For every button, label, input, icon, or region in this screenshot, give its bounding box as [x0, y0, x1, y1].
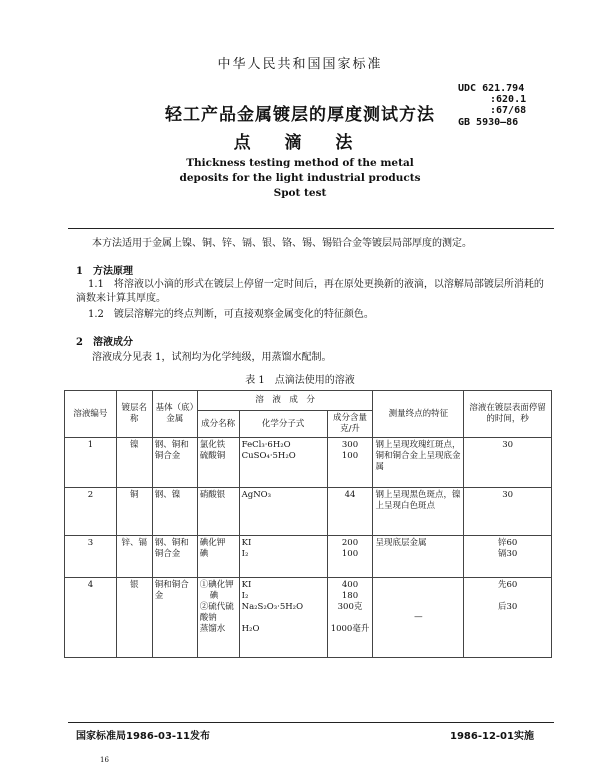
table-row: [65, 488, 552, 536]
cell-coating: 镍: [116, 438, 152, 488]
table-row: [65, 536, 552, 578]
content-value: 44: [344, 490, 356, 500]
effective-date: 1986-12-01实施: [450, 731, 534, 742]
country-standard-label: 中华人民共和国国家标准: [217, 57, 383, 72]
cell-base-metal: 钢、镍: [152, 488, 197, 536]
formula: AgNO₃: [241, 490, 272, 500]
udc-code: UDC 621.794: [458, 83, 525, 94]
footer-divider: [68, 722, 554, 723]
title-en-line-3: Spot test: [273, 187, 327, 199]
udc-code-line-2: :620.1: [490, 94, 527, 105]
cell-contents: [327, 488, 373, 536]
formula: I₂: [241, 549, 249, 559]
cell-endpoint: 呈现底层金属: [373, 536, 464, 578]
component-name: 硝酸银: [199, 490, 226, 500]
clause-1-2: 1.2 镀层溶解完的终点判断，可直接观察金属变化的特征颜色。: [88, 309, 374, 320]
cell-component-names: [197, 438, 239, 488]
cell-dwell-time: [464, 578, 552, 658]
title-en-line-2: deposits for the light industrial products: [179, 172, 421, 184]
dwell-time-value: 先60: [497, 580, 518, 590]
header-solution-composition: 溶 液 成 分: [197, 391, 373, 411]
header-dwell-time: 溶液在镀层表面停留的时间，秒: [464, 391, 552, 438]
cell-solution-no: 2: [65, 488, 117, 536]
header-base-metal: 基体（底）金属: [152, 391, 197, 438]
header-endpoint: 测量终点的特征: [373, 391, 464, 438]
section-1-title: 1 方法原理: [76, 266, 133, 277]
header-component-name: 成分名称: [197, 411, 239, 438]
content-value: 200: [341, 538, 359, 548]
component-name: 硫酸铜: [199, 451, 226, 461]
document-subtitle-cn: 点 滴 法: [233, 133, 367, 153]
cell-dwell-time: 30: [464, 488, 552, 536]
formula: KI: [241, 580, 252, 590]
header-divider: [68, 228, 554, 229]
cell-base-metal: 钢、铜和铜合金: [152, 438, 197, 488]
component-name: 碘化钾: [199, 538, 226, 548]
table-row: [65, 438, 552, 488]
component-name: 蒸馏水: [199, 624, 226, 634]
cell-coating: 银: [116, 578, 152, 658]
clause-1-1: 1.1 将溶液以小滴的形式在镀层上停留一定时间后，再在原处更换新的液滴，以溶解局部镀层所消耗的滴数来计算其厚度。: [76, 279, 544, 304]
document-title-en: [0, 156, 600, 201]
header-formula: 化学分子式: [239, 411, 327, 438]
table-row: [65, 578, 552, 658]
header-coating: 镀层名称: [116, 391, 152, 438]
content-value: 100: [341, 549, 359, 559]
header-content: 成分含量克/升: [327, 411, 373, 438]
issue-date: 国家标准局1986-03-11发布: [76, 731, 210, 742]
cell-contents: [327, 438, 373, 488]
formula: H₂O: [241, 624, 260, 634]
content-value: 400: [341, 580, 359, 590]
cell-solution-no: 1: [65, 438, 117, 488]
formula: I₂: [241, 591, 249, 601]
solution-table: [64, 390, 552, 658]
gb-code: GB 5930—86: [458, 117, 519, 128]
content-value: 180: [341, 591, 359, 601]
content-value: 100: [341, 451, 359, 461]
dwell-time-value: 锌60: [497, 538, 518, 548]
component-name: ①碘化钾: [199, 580, 234, 590]
component-name: 碘: [199, 549, 209, 559]
content-value: 1000毫升: [330, 624, 370, 634]
intro-paragraph: 本方法适用于金属上镍、铜、锌、镉、银、铬、锡、锡铅合金等镀层局部厚度的测定。: [92, 238, 472, 249]
component-name: 碘: [209, 591, 219, 601]
header-solution-no: 溶液编号: [65, 391, 117, 438]
udc-code-line-3: :67/68: [490, 105, 527, 116]
title-en-line-1: Thickness testing method of the metal: [186, 157, 414, 169]
component-name: 氯化铁: [199, 440, 226, 450]
cell-component-names: [197, 488, 239, 536]
content-value: 300: [341, 440, 359, 450]
table-caption: 表 1 点滴法使用的溶液: [245, 375, 355, 386]
dwell-time-value: 镉30: [497, 549, 518, 559]
cell-endpoint: —: [373, 578, 464, 658]
cell-solution-no: 4: [65, 578, 117, 658]
cell-component-names: [197, 578, 239, 658]
cell-contents: [327, 578, 373, 658]
component-name: ②硫代硫酸钠: [199, 602, 234, 623]
cell-formulas: [239, 536, 327, 578]
cell-formulas: [239, 488, 327, 536]
cell-solution-no: 3: [65, 536, 117, 578]
content-value: 300克: [337, 602, 363, 612]
cell-contents: [327, 536, 373, 578]
cell-base-metal: 钢、铜和铜合金: [152, 536, 197, 578]
document-title-cn: 轻工产品金属镀层的厚度测试方法: [165, 105, 435, 125]
cell-endpoint: 钢上呈现玫瑰红斑点，铜和铜合金上呈现底金属: [373, 438, 464, 488]
section-2-title: 2 溶液成分: [76, 337, 133, 348]
section-2-text: 溶液成分见表 1，试剂均为化学纯级，用蒸馏水配制。: [92, 352, 332, 363]
cell-base-metal: 铜和铜合金: [152, 578, 197, 658]
cell-formulas: [239, 438, 327, 488]
cell-formulas: [239, 578, 327, 658]
formula: FeCl₃·6H₂O: [241, 440, 291, 450]
cell-endpoint: 钢上呈现黑色斑点，镍上呈现白色斑点: [373, 488, 464, 536]
cell-coating: 铜: [116, 488, 152, 536]
cell-dwell-time: 30: [464, 438, 552, 488]
formula: CuSO₄·5H₂O: [241, 451, 296, 461]
cell-dwell-time: [464, 536, 552, 578]
page-number: 16: [100, 756, 109, 764]
formula: KI: [241, 538, 252, 548]
cell-component-names: [197, 536, 239, 578]
cell-coating: 锌、镉: [116, 536, 152, 578]
table-header-row: [65, 391, 552, 411]
dwell-time-value: 后30: [497, 602, 518, 612]
formula: Na₂S₂O₃·5H₂O: [241, 602, 304, 612]
